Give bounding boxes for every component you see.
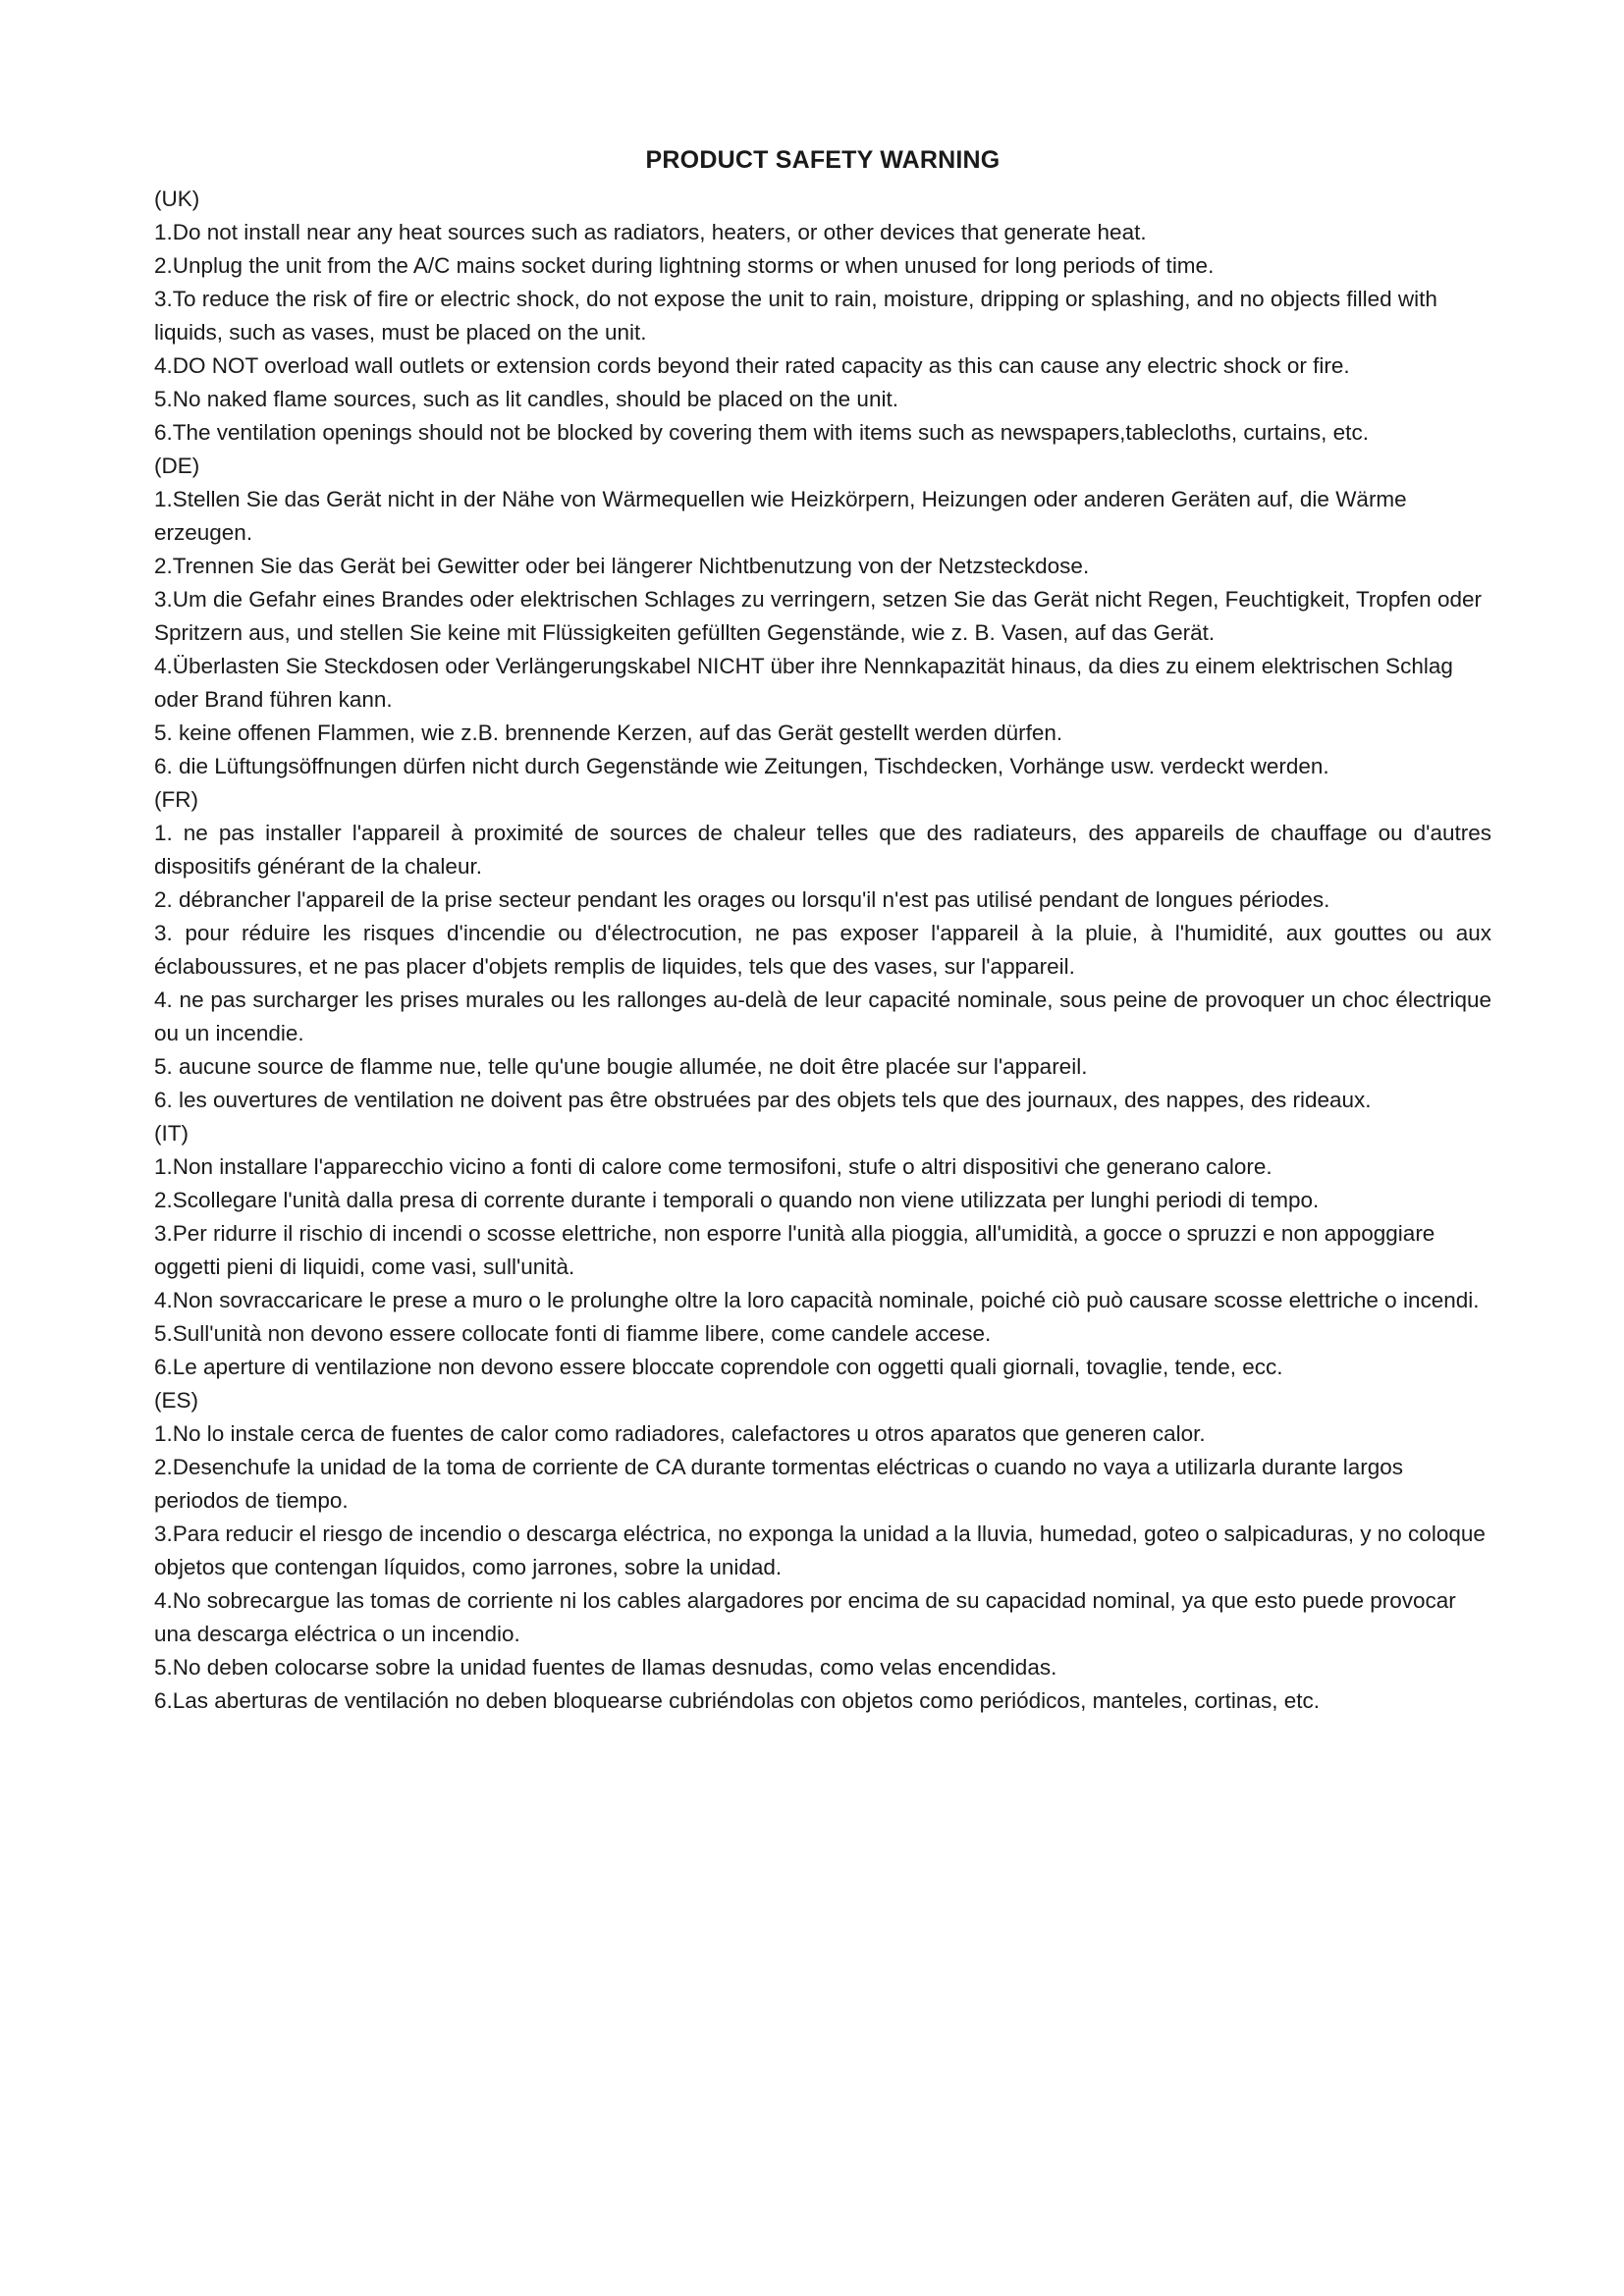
section-uk bbox=[154, 183, 1491, 450]
list-item: 6.Las aberturas de ventilación no deben bloquearse cubriéndolas con objetos como periódicos, manteles, cortinas, etc. bbox=[154, 1688, 1320, 1713]
list-item: 6. les ouvertures de ventilation ne doivent pas être obstruées par des objets tels que des journaux, des nappes, des rideaux. bbox=[154, 1088, 1372, 1112]
list-item: 4.Non sovraccaricare le prese a muro o le prolunghe oltre la loro capacità nominale, poiché ciò può causare scosse elettriche o incendi. bbox=[154, 1288, 1480, 1312]
list-item: 2.Scollegare l'unità dalla presa di corrente durante i temporali o quando non viene utilizzata per lunghi periodi di tempo. bbox=[154, 1188, 1320, 1212]
list-item: 5. aucune source de flamme nue, telle qu'une bougie allumée, ne doit être placée sur l'appareil. bbox=[154, 1054, 1088, 1079]
list-item: 1.Do not install near any heat sources such as radiators, heaters, or other devices that generate heat. bbox=[154, 220, 1147, 244]
list-item: 3.Per ridurre il rischio di incendi o scosse elettriche, non esporre l'unità alla pioggia, all'umidità, a gocce o spruzzi e non appoggiare oggetti pieni di liquidi, come vasi, sull'unità. bbox=[154, 1221, 1435, 1279]
list-item: 1.Non installare l'apparecchio vicino a fonti di calore come termosifoni, stufe o altri dispositivi che generano calore. bbox=[154, 1154, 1272, 1179]
section-de bbox=[154, 450, 1491, 783]
list-item: 3. pour réduire les risques d'incendie ou d'électrocution, ne pas exposer l'appareil à la pluie, à l'humidité, aux gouttes ou aux éclaboussures, et ne pas placer d'objets remplis de liquides, tels que des vases, sur l'appareil. bbox=[154, 921, 1491, 979]
document-page bbox=[154, 143, 1491, 1718]
document-title: PRODUCT SAFETY WARNING bbox=[645, 146, 1001, 174]
list-item: 3.Para reducir el riesgo de incendio o descarga eléctrica, no exponga la unidad a la lluvia, humedad, goteo o salpicaduras, y no coloque objetos que contengan líquidos, como jarrones, sobre la unidad. bbox=[154, 1522, 1486, 1579]
list-item: 1.Stellen Sie das Gerät nicht in der Nähe von Wärmequellen wie Heizkörpern, Heizungen oder anderen Geräten auf, die Wärme erzeugen. bbox=[154, 487, 1407, 545]
section-es bbox=[154, 1384, 1491, 1718]
list-item: 1.No lo instale cerca de fuentes de calor como radiadores, calefactores u otros aparatos que generen calor. bbox=[154, 1421, 1206, 1446]
list-item: 2. débrancher l'appareil de la prise secteur pendant les orages ou lorsqu'il n'est pas utilisé pendant de longues périodes. bbox=[154, 887, 1330, 912]
section-label-fr: (FR) bbox=[154, 787, 198, 812]
list-item: 6. die Lüftungsöffnungen dürfen nicht durch Gegenstände wie Zeitungen, Tischdecken, Vorhänge usw. verdeckt werden. bbox=[154, 754, 1329, 778]
section-label-it: (IT) bbox=[154, 1121, 189, 1146]
list-item: 5. keine offenen Flammen, wie z.B. brennende Kerzen, auf das Gerät gestellt werden dürfen. bbox=[154, 721, 1063, 745]
list-item: 2.Trennen Sie das Gerät bei Gewitter oder bei längerer Nichtbenutzung von der Netzsteckdose. bbox=[154, 554, 1090, 578]
list-item: 4.Überlasten Sie Steckdosen oder Verlängerungskabel NICHT über ihre Nennkapazität hinaus, da dies zu einem elektrischen Schlag oder Brand führen kann. bbox=[154, 654, 1453, 712]
list-item: 4.DO NOT overload wall outlets or extension cords beyond their rated capacity as this can cause any electric shock or fire. bbox=[154, 353, 1350, 378]
list-item: 3.Um die Gefahr eines Brandes oder elektrischen Schlages zu verringern, setzen Sie das Gerät nicht Regen, Feuchtigkeit, Tropfen oder Spritzern aus, und stellen Sie keine mit Flüssigkeiten gefüllten Gegenstände, wie z. B. Vasen, auf das Gerät. bbox=[154, 587, 1482, 645]
section-fr bbox=[154, 783, 1491, 1117]
section-label-uk: (UK) bbox=[154, 187, 200, 211]
list-item: 5.No deben colocarse sobre la unidad fuentes de llamas desnudas, como velas encendidas. bbox=[154, 1655, 1057, 1680]
list-item: 1. ne pas installer l'appareil à proximité de sources de chaleur telles que des radiateurs, des appareils de chauffage ou d'autres dispositifs générant de la chaleur. bbox=[154, 821, 1491, 879]
section-it bbox=[154, 1117, 1491, 1384]
section-label-es: (ES) bbox=[154, 1388, 198, 1413]
list-item: 4.No sobrecargue las tomas de corriente ni los cables alargadores por encima de su capacidad nominal, ya que esto puede provocar una descarga eléctrica o un incendio. bbox=[154, 1588, 1456, 1646]
list-item: 5.Sull'unità non devono essere collocate fonti di fiamme libere, come candele accese. bbox=[154, 1321, 992, 1346]
section-label-de: (DE) bbox=[154, 454, 200, 478]
list-item: 3.To reduce the risk of fire or electric shock, do not expose the unit to rain, moisture, dripping or splashing, and no objects filled with liquids, such as vases, must be placed on the unit. bbox=[154, 287, 1437, 345]
list-item: 5.No naked flame sources, such as lit candles, should be placed on the unit. bbox=[154, 387, 898, 411]
list-item: 6.Le aperture di ventilazione non devono essere bloccate coprendole con oggetti quali giornali, tovaglie, tende, ecc. bbox=[154, 1355, 1283, 1379]
list-item: 4. ne pas surcharger les prises murales ou les rallonges au-delà de leur capacité nominale, sous peine de provoquer un choc électrique ou un incendie. bbox=[154, 988, 1491, 1045]
list-item: 2.Desenchufe la unidad de la toma de corriente de CA durante tormentas eléctricas o cuando no vaya a utilizarla durante largos periodos de tiempo. bbox=[154, 1455, 1404, 1513]
list-item: 2.Unplug the unit from the A/C mains socket during lightning storms or when unused for long periods of time. bbox=[154, 253, 1215, 278]
list-item: 6.The ventilation openings should not be blocked by covering them with items such as newspapers,tablecloths, curtains, etc. bbox=[154, 420, 1369, 445]
